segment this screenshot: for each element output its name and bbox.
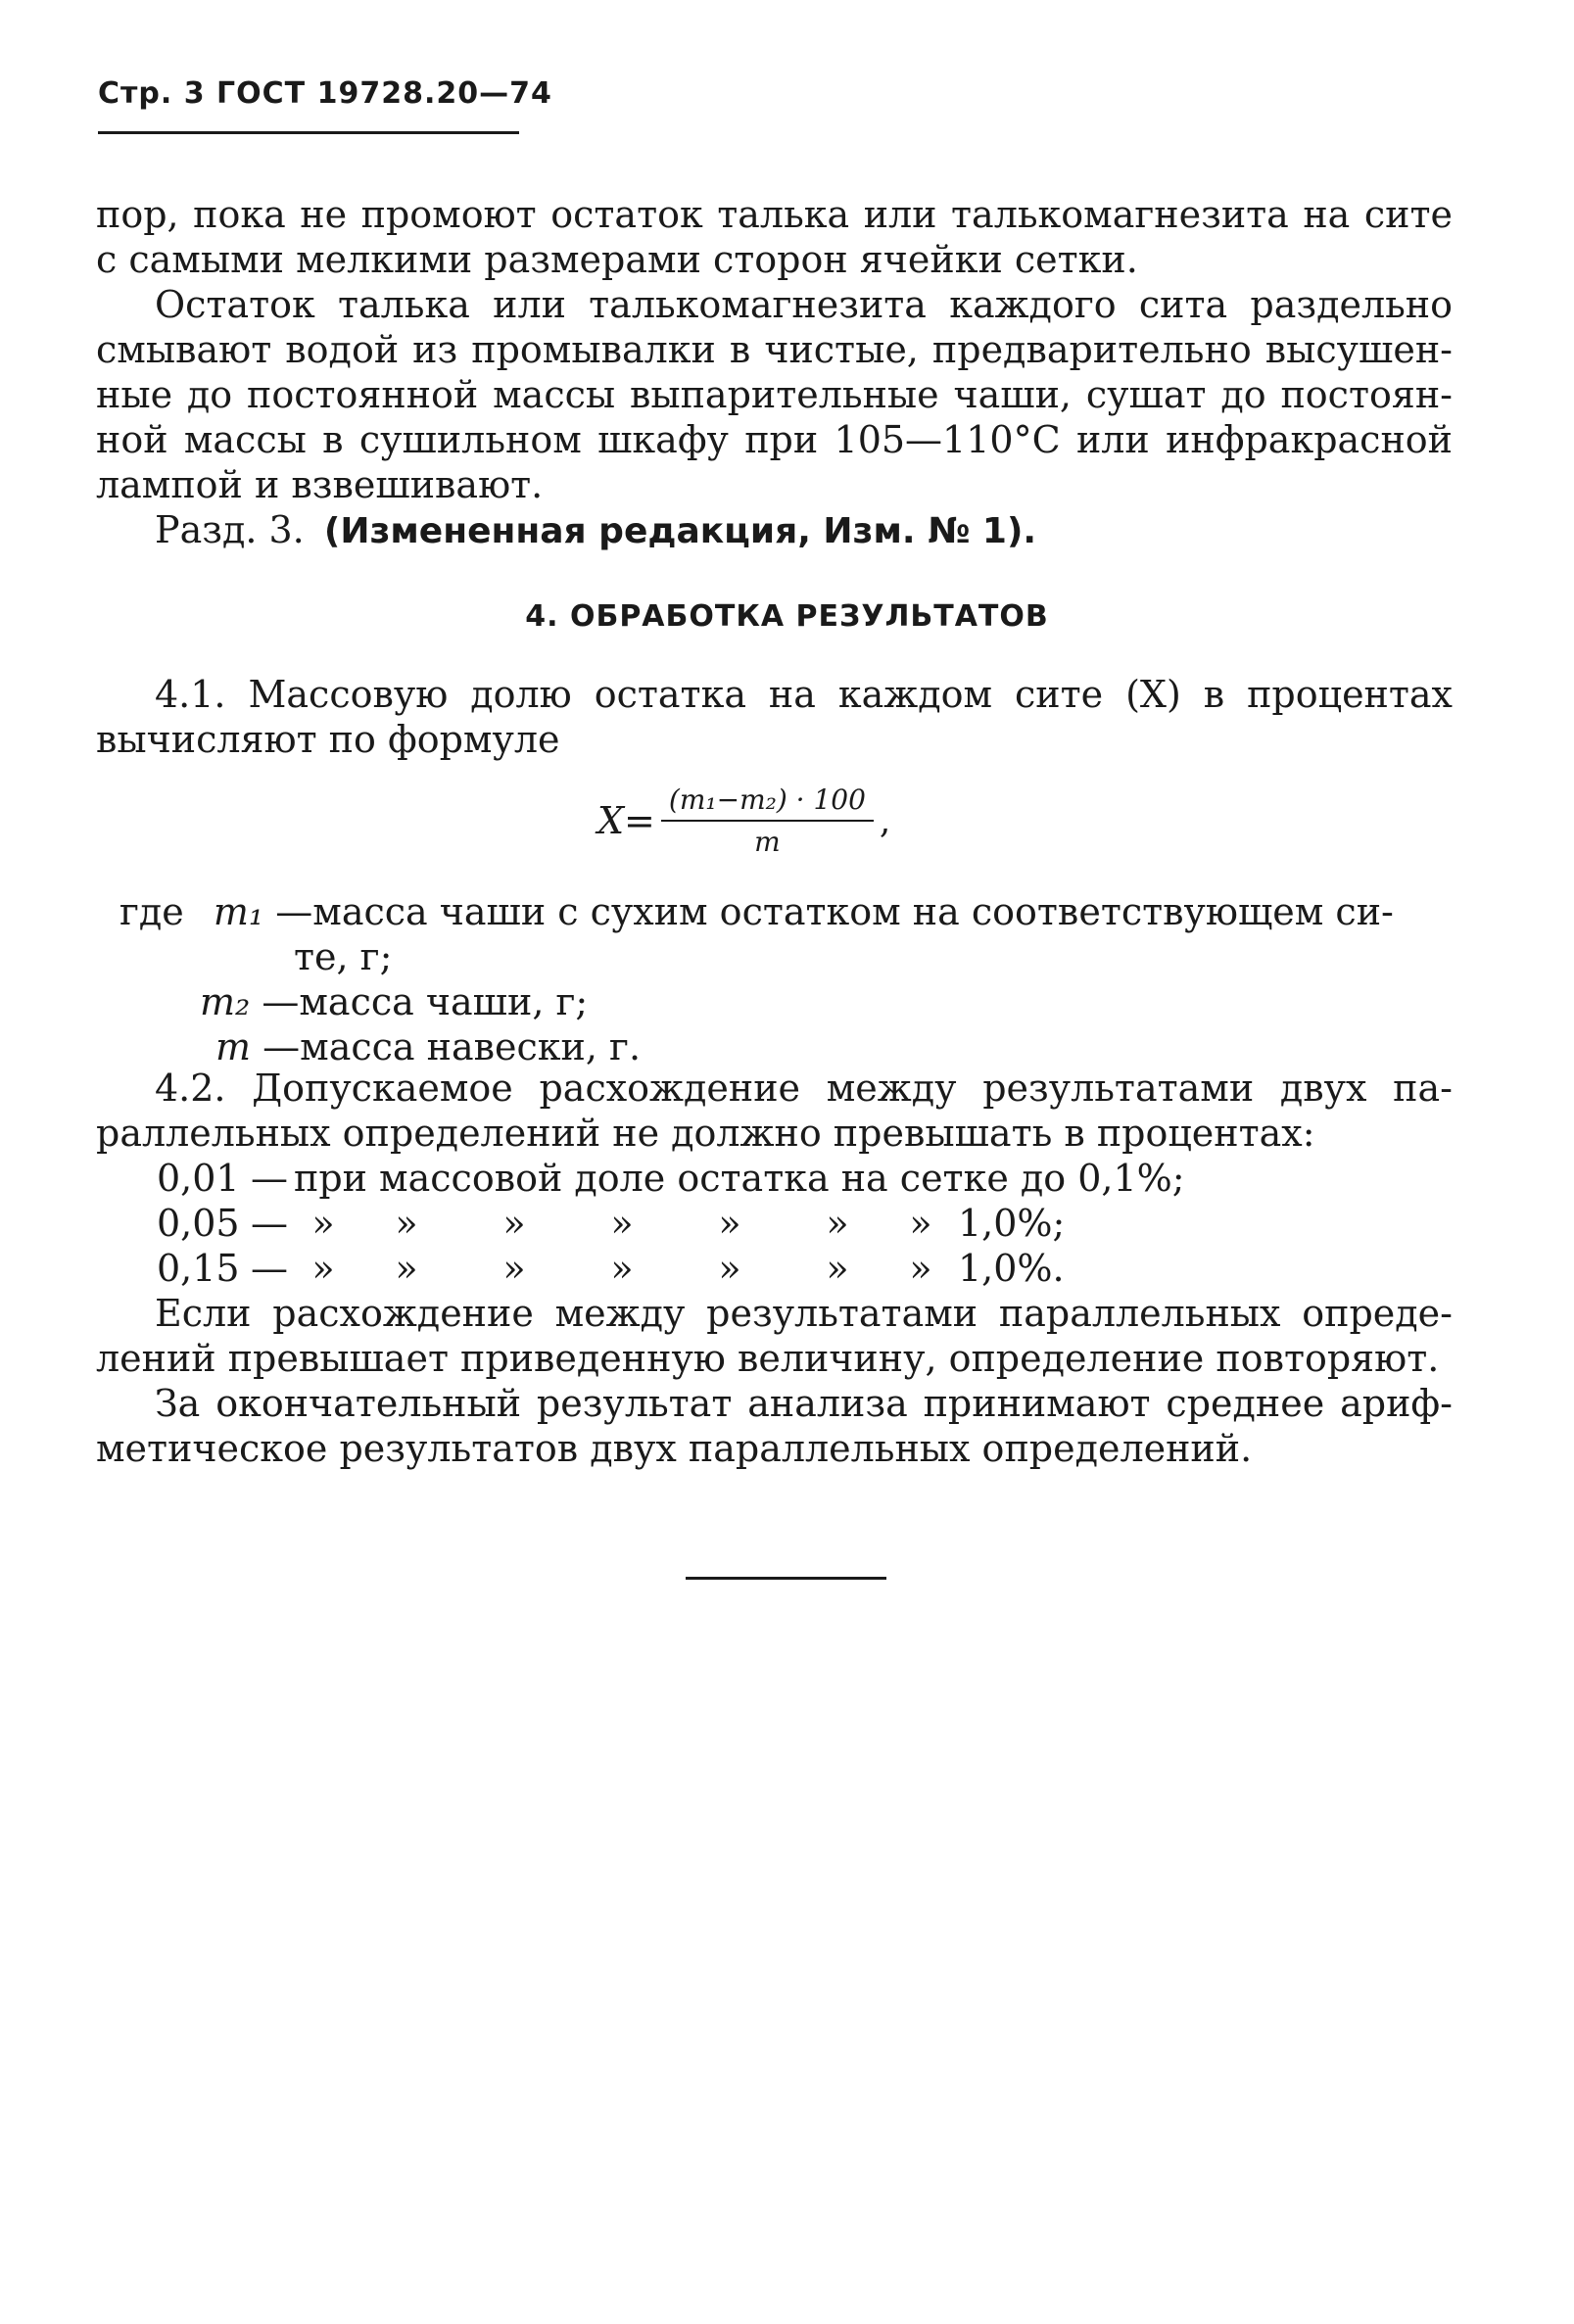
formula-lhs: X= (597, 799, 655, 842)
tolerance-value: 0,01 (157, 1157, 240, 1200)
tolerance-dash: — (251, 1247, 288, 1290)
ditto-mark: » (909, 1247, 932, 1290)
tolerance-limit: 1,0%. (958, 1247, 1065, 1290)
ditto-mark: » (311, 1202, 335, 1245)
ditto-mark: » (395, 1202, 418, 1245)
revision-prefix: Разд. 3. (155, 508, 305, 551)
revision-text: (Измененная редакция, Изм. № 1). (323, 511, 1037, 551)
intro-line: пор, пока не промоют остаток талька или талькомагнезита на сите (96, 193, 1453, 236)
formula (597, 783, 890, 858)
tolerance-row (157, 1246, 1185, 1291)
ditto-mark: » (610, 1247, 634, 1290)
repeat-line: Если расхождение между результатами параллельных опреде- (155, 1292, 1453, 1335)
definition-text: —масса чаши, г; (262, 980, 589, 1023)
final-line: За окончательный результат анализа принимают среднее ариф- (155, 1382, 1453, 1425)
clause-4-2-line: 4.2. Допускаемое расхождение между результатами двух па- (155, 1067, 1453, 1110)
definitions (119, 889, 1452, 1069)
section-heading: 4. ОБРАБОТКА РЕЗУЛЬТАТОВ (525, 599, 1049, 634)
definition-continuation: те, г; (294, 935, 393, 978)
revision-note (96, 507, 1453, 554)
wash-line: смывают водой из промывалки в чистые, предварительно высушен- (96, 328, 1453, 371)
tolerance-row (157, 1156, 1185, 1201)
formula-denominator: m (754, 826, 781, 858)
ditto-mark: » (502, 1247, 526, 1290)
final-paragraph (96, 1381, 1453, 1471)
tolerance-limit: 1,0%; (958, 1202, 1066, 1245)
page-header: Стр. 3 ГОСТ 19728.20—74 (98, 76, 552, 111)
tolerance-dash: — (251, 1202, 288, 1245)
definition-symbol: m₂ (200, 980, 251, 1023)
clause-4-1 (96, 672, 1453, 762)
ditto-mark: » (311, 1247, 335, 1290)
repeat-paragraph (96, 1291, 1453, 1381)
formula-comma: , (879, 800, 891, 841)
ditto-mark: » (718, 1202, 741, 1245)
repeat-line: лений превышает приведенную величину, определение повторяют. (96, 1337, 1440, 1380)
intro-paragraph (96, 192, 1453, 282)
wash-line: ные до постоянной массы выпарительные чаши, сушат до постоян- (96, 373, 1453, 416)
tolerance-row (157, 1201, 1185, 1246)
definition-text: —масса чаши с сухим остатком на соответствующем си- (275, 890, 1394, 933)
definition-row (119, 1024, 1452, 1069)
ditto-mark: » (909, 1202, 932, 1245)
tolerance-value: 0,05 (157, 1202, 240, 1245)
wash-line: лампой и взвешивают. (96, 463, 544, 506)
definition-row (119, 889, 1452, 934)
end-rule (686, 1577, 886, 1580)
wash-paragraph (96, 282, 1453, 507)
definitions-intro: где (119, 890, 184, 933)
ditto-mark: » (826, 1202, 849, 1245)
ditto-mark: » (502, 1202, 526, 1245)
final-line: метическое результатов двух параллельных определений. (96, 1427, 1253, 1470)
intro-line: с самыми мелкими размерами сторон ячейки сетки. (96, 238, 1138, 281)
tolerance-text: при массовой доле остатка на сетке до 0,1%; (294, 1157, 1185, 1200)
definition-symbol: m₁ (213, 890, 264, 933)
tolerance-value: 0,15 (157, 1247, 240, 1290)
ditto-mark: » (610, 1202, 634, 1245)
formula-fraction (661, 783, 874, 858)
definition-row (119, 979, 1452, 1024)
tolerance-dash: — (251, 1157, 288, 1200)
tolerance-list (157, 1156, 1185, 1291)
clause-4-2 (96, 1066, 1453, 1156)
ditto-mark: » (718, 1247, 741, 1290)
clause-4-2-line: раллельных определений не должно превышать в процентах: (96, 1112, 1315, 1155)
formula-numerator: (m₁−m₂) · 100 (661, 783, 874, 822)
wash-line: ной массы в сушильном шкафу при 105—110°С или инфракрасной (96, 418, 1453, 461)
ditto-mark: » (826, 1247, 849, 1290)
clause-4-1-line: 4.1. Массовую долю остатка на каждом сите (X) в процентах (155, 673, 1453, 716)
definition-symbol: m (215, 1025, 252, 1068)
clause-4-1-line: вычисляют по формуле (96, 718, 560, 761)
header-rule (98, 131, 519, 134)
ditto-mark: » (395, 1247, 418, 1290)
wash-line: Остаток талька или талькомагнезита каждого сита раздельно (155, 283, 1453, 326)
definition-text: —масса навески, г. (262, 1025, 642, 1068)
